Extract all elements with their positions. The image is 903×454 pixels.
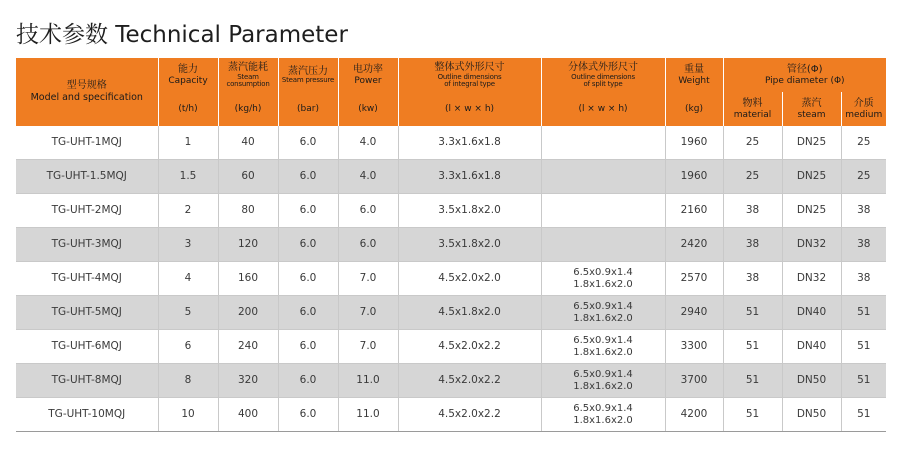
cell-pipe-steam: DN40	[782, 296, 841, 330]
cell-capacity: 1.5	[158, 160, 218, 194]
unit-integral-dims: (l × w × h)	[398, 92, 541, 126]
cell-pipe-medium: 25	[841, 126, 886, 160]
cell-capacity: 2	[158, 194, 218, 228]
unit-weight: (kg)	[665, 92, 723, 126]
cell-pipe-material: 51	[723, 296, 782, 330]
cell-model: TG-UHT-8MQJ	[16, 364, 158, 398]
cell-pipe-medium: 51	[841, 330, 886, 364]
table-row	[16, 228, 886, 262]
header-pipe-diameter: 管径(Φ) Pipe diameter (Φ)	[723, 58, 886, 92]
cell-steam-consumption: 80	[218, 194, 278, 228]
table-row	[16, 126, 886, 160]
cell-steam-consumption: 400	[218, 398, 278, 432]
page-title: 技术参数 Technical Parameter	[16, 22, 348, 48]
cell-power: 4.0	[338, 160, 398, 194]
cell-power: 11.0	[338, 398, 398, 432]
cell-steam-consumption: 320	[218, 364, 278, 398]
cell-capacity: 4	[158, 262, 218, 296]
cell-steam-pressure: 6.0	[278, 364, 338, 398]
header-weight: 重量 Weight	[665, 58, 723, 92]
cell-integral-dims: 4.5x2.0x2.0	[398, 262, 541, 296]
cell-steam-pressure: 6.0	[278, 330, 338, 364]
cell-integral-dims: 3.5x1.8x2.0	[398, 194, 541, 228]
cell-power: 11.0	[338, 364, 398, 398]
cell-capacity: 8	[158, 364, 218, 398]
cell-capacity: 5	[158, 296, 218, 330]
cell-power: 7.0	[338, 330, 398, 364]
cell-steam-consumption: 120	[218, 228, 278, 262]
cell-split-dims	[541, 228, 665, 262]
cell-pipe-steam: DN50	[782, 364, 841, 398]
cell-pipe-steam: DN50	[782, 398, 841, 432]
cell-model: TG-UHT-1.5MQJ	[16, 160, 158, 194]
cell-pipe-material: 38	[723, 228, 782, 262]
table-row	[16, 262, 886, 296]
cell-pipe-material: 38	[723, 262, 782, 296]
cell-weight: 1960	[665, 160, 723, 194]
header-row	[16, 58, 886, 92]
cell-pipe-material: 51	[723, 330, 782, 364]
cell-weight: 1960	[665, 126, 723, 160]
header-capacity: 能力 Capacity	[158, 58, 218, 92]
cell-power: 4.0	[338, 126, 398, 160]
cell-model: TG-UHT-10MQJ	[16, 398, 158, 432]
header-pipe-steam: 蒸汽 steam	[782, 92, 841, 126]
cell-capacity: 6	[158, 330, 218, 364]
unit-power: (kw)	[338, 92, 398, 126]
cell-model: TG-UHT-2MQJ	[16, 194, 158, 228]
cell-steam-pressure: 6.0	[278, 228, 338, 262]
cell-pipe-material: 51	[723, 398, 782, 432]
cell-pipe-medium: 51	[841, 296, 886, 330]
cell-pipe-steam: DN40	[782, 330, 841, 364]
cell-integral-dims: 3.5x1.8x2.0	[398, 228, 541, 262]
unit-capacity: (t/h)	[158, 92, 218, 126]
table-row	[16, 364, 886, 398]
cell-pipe-medium: 38	[841, 194, 886, 228]
cell-integral-dims: 3.3x1.6x1.8	[398, 160, 541, 194]
cell-pipe-steam: DN25	[782, 160, 841, 194]
cell-integral-dims: 4.5x2.0x2.2	[398, 364, 541, 398]
cell-weight: 2160	[665, 194, 723, 228]
cell-power: 6.0	[338, 228, 398, 262]
cell-weight: 3300	[665, 330, 723, 364]
cell-pipe-material: 51	[723, 364, 782, 398]
cell-split-dims	[541, 160, 665, 194]
cell-integral-dims: 4.5x2.0x2.2	[398, 330, 541, 364]
cell-model: TG-UHT-4MQJ	[16, 262, 158, 296]
cell-steam-pressure: 6.0	[278, 296, 338, 330]
cell-weight: 2420	[665, 228, 723, 262]
cell-pipe-steam: DN25	[782, 194, 841, 228]
table-row	[16, 398, 886, 432]
cell-power: 7.0	[338, 262, 398, 296]
cell-steam-pressure: 6.0	[278, 160, 338, 194]
cell-weight: 2940	[665, 296, 723, 330]
cell-pipe-material: 25	[723, 160, 782, 194]
cell-integral-dims: 3.3x1.6x1.8	[398, 126, 541, 160]
cell-steam-consumption: 40	[218, 126, 278, 160]
cell-pipe-medium: 25	[841, 160, 886, 194]
cell-capacity: 1	[158, 126, 218, 160]
table-row	[16, 160, 886, 194]
cell-pipe-medium: 51	[841, 398, 886, 432]
header-pipe-material: 物料 material	[723, 92, 782, 126]
header-power: 电功率 Power	[338, 58, 398, 92]
table-row	[16, 194, 886, 228]
cell-steam-consumption: 240	[218, 330, 278, 364]
header-integral-dims: 整体式外形尺寸 Outline dimensions of integral type	[398, 58, 541, 92]
cell-split-dims: 6.5x0.9x1.4 1.8x1.6x2.0	[541, 330, 665, 364]
cell-pipe-steam: DN32	[782, 228, 841, 262]
cell-split-dims	[541, 126, 665, 160]
cell-steam-pressure: 6.0	[278, 262, 338, 296]
cell-steam-consumption: 200	[218, 296, 278, 330]
cell-weight: 2570	[665, 262, 723, 296]
header-model: 型号规格 Model and specification	[16, 58, 158, 126]
cell-pipe-medium: 51	[841, 364, 886, 398]
cell-model: TG-UHT-1MQJ	[16, 126, 158, 160]
cell-pipe-medium: 38	[841, 228, 886, 262]
header-steam-consumption: 蒸汽能耗 Steam consumption	[218, 58, 278, 92]
cell-model: TG-UHT-3MQJ	[16, 228, 158, 262]
cell-pipe-material: 38	[723, 194, 782, 228]
unit-steam-consumption: (kg/h)	[218, 92, 278, 126]
cell-split-dims: 6.5x0.9x1.4 1.8x1.6x2.0	[541, 364, 665, 398]
cell-split-dims: 6.5x0.9x1.4 1.8x1.6x2.0	[541, 398, 665, 432]
table-row	[16, 330, 886, 364]
cell-steam-consumption: 60	[218, 160, 278, 194]
technical-parameter-table	[16, 58, 886, 432]
cell-power: 7.0	[338, 296, 398, 330]
cell-model: TG-UHT-6MQJ	[16, 330, 158, 364]
cell-weight: 3700	[665, 364, 723, 398]
table-row	[16, 296, 886, 330]
unit-split-dims: (l × w × h)	[541, 92, 665, 126]
cell-power: 6.0	[338, 194, 398, 228]
cell-steam-pressure: 6.0	[278, 194, 338, 228]
cell-split-dims	[541, 194, 665, 228]
header-split-dims: 分体式外形尺寸 Outline dimensions of split type	[541, 58, 665, 92]
cell-split-dims: 6.5x0.9x1.4 1.8x1.6x2.0	[541, 296, 665, 330]
cell-capacity: 3	[158, 228, 218, 262]
header-pipe-medium: 介质 medium	[841, 92, 886, 126]
cell-steam-pressure: 6.0	[278, 126, 338, 160]
cell-model: TG-UHT-5MQJ	[16, 296, 158, 330]
cell-split-dims: 6.5x0.9x1.4 1.8x1.6x2.0	[541, 262, 665, 296]
unit-steam-pressure: (bar)	[278, 92, 338, 126]
header-steam-pressure: 蒸汽压力 Steam pressure	[278, 58, 338, 92]
cell-pipe-steam: DN32	[782, 262, 841, 296]
cell-pipe-medium: 38	[841, 262, 886, 296]
cell-steam-pressure: 6.0	[278, 398, 338, 432]
cell-integral-dims: 4.5x1.8x2.0	[398, 296, 541, 330]
cell-pipe-steam: DN25	[782, 126, 841, 160]
cell-capacity: 10	[158, 398, 218, 432]
cell-integral-dims: 4.5x2.0x2.2	[398, 398, 541, 432]
cell-pipe-material: 25	[723, 126, 782, 160]
cell-steam-consumption: 160	[218, 262, 278, 296]
cell-weight: 4200	[665, 398, 723, 432]
